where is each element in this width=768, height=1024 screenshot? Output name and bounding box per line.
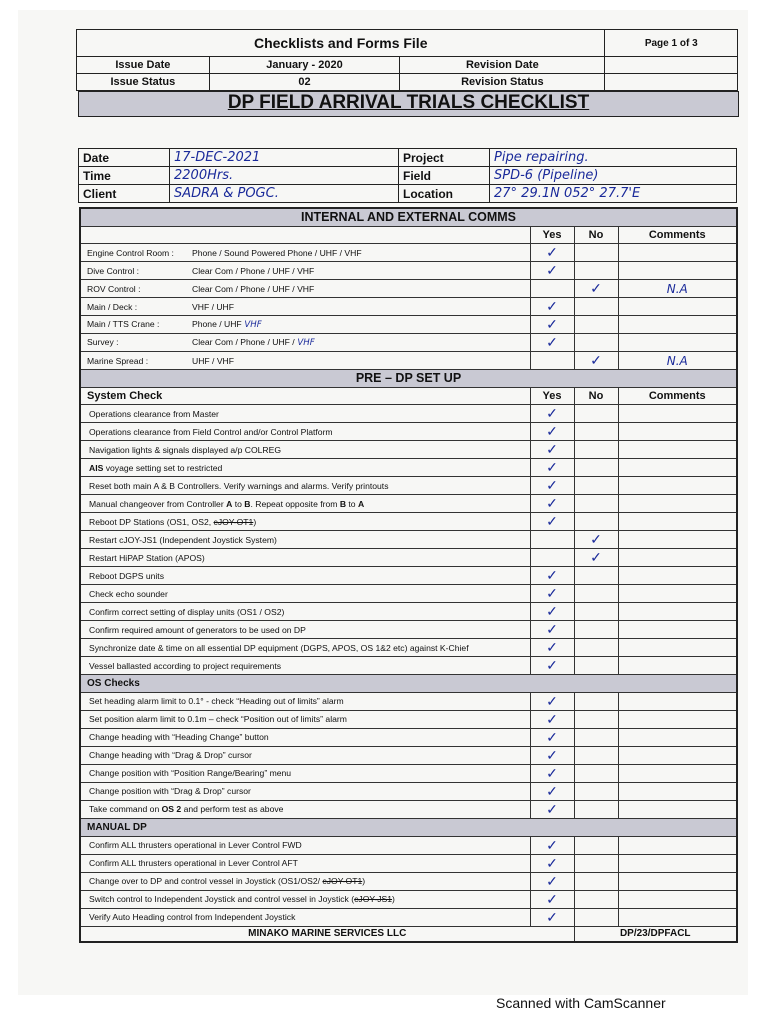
os-check-row-5 — [80, 782, 737, 800]
comment-cell — [618, 710, 737, 728]
date-label: Date — [79, 149, 170, 167]
no-check-cell — [574, 603, 618, 621]
issue-date-label: Issue Date — [77, 57, 210, 74]
comms-row-1 — [80, 262, 737, 280]
setup-item: Synchronize date & time on all essential DP equipment (DGPS, APOS, OS 1&2 etc) against K-Chief — [80, 639, 530, 657]
yes-check-cell: ✓ — [530, 872, 574, 890]
setup-row-4 — [80, 477, 737, 495]
setup-row-9 — [80, 567, 737, 585]
comms-row-0 — [80, 244, 737, 262]
yes-check-cell: ✓ — [530, 477, 574, 495]
issue-date: January - 2020 — [209, 57, 400, 74]
comment-cell — [618, 549, 737, 567]
yes-check-cell: ✓ — [530, 334, 574, 352]
os-check-item: Change position with “Position Range/Bearing” menu — [80, 764, 530, 782]
comms-item-options: UHF / VHF — [192, 355, 235, 366]
project-value: Pipe repairing. — [490, 149, 737, 167]
comment-cell — [618, 639, 737, 657]
no-check-cell — [574, 459, 618, 477]
comms-item-options: Clear Com / Phone / UHF / VHF — [192, 265, 315, 276]
yes-check-cell: ✓ — [530, 639, 574, 657]
no-check-cell — [574, 244, 618, 262]
os-check-item: Take command on OS 2 and perform test as above — [80, 800, 530, 818]
comment-cell — [618, 836, 737, 854]
setup-row-12 — [80, 621, 737, 639]
comment-cell — [618, 441, 737, 459]
comment-cell — [618, 316, 737, 334]
yes-check-cell: ✓ — [530, 603, 574, 621]
yes-check-cell: ✓ — [530, 459, 574, 477]
comms-item-label: Main / TTS Crane : — [87, 319, 160, 330]
time-value: 2200Hrs. — [170, 167, 399, 185]
setup-item: Operations clearance from Field Control and/or Control Platform — [80, 423, 530, 441]
comms-item — [80, 244, 530, 262]
comms-item-label: Engine Control Room : — [87, 247, 174, 258]
yes-check-cell: ✓ — [530, 585, 574, 603]
comms-col-comments: Comments — [618, 226, 737, 244]
yes-check-cell: ✓ — [530, 782, 574, 800]
setup-row-14 — [80, 657, 737, 675]
setup-row-1 — [80, 423, 737, 441]
no-check-cell — [574, 710, 618, 728]
os-check-row-0 — [80, 692, 737, 710]
comms-item-options: Clear Com / Phone / UHF / — [192, 337, 295, 348]
footer-company: MINAKO MARINE SERVICES LLC — [80, 926, 574, 942]
setup-item: Confirm required amount of generators to be used on DP — [80, 621, 530, 639]
no-check-cell — [574, 423, 618, 441]
setup-section-title: PRE – DP SET UP — [80, 370, 737, 388]
comms-row-2 — [80, 280, 737, 298]
comms-item-handwritten: VHF — [294, 338, 315, 349]
comment-cell — [618, 908, 737, 926]
yes-check-cell: ✓ — [530, 908, 574, 926]
yes-check-cell: ✓ — [530, 728, 574, 746]
setup-row-5 — [80, 495, 737, 513]
location-value: 27° 29.1N 052° 27.7'E — [490, 185, 737, 203]
setup-item: AIS voyage setting set to restricted — [80, 459, 530, 477]
comms-item-options: Phone / UHF — [192, 319, 242, 330]
checklist-title: DP FIELD ARRIVAL TRIALS CHECKLIST — [227, 92, 590, 113]
comment-cell — [618, 244, 737, 262]
comment-cell — [618, 585, 737, 603]
no-check-cell — [574, 316, 618, 334]
comment-cell: N.A — [618, 280, 737, 298]
comment-cell — [618, 872, 737, 890]
comment-cell: N.A — [618, 352, 737, 370]
revision-status — [605, 74, 738, 91]
yes-check-cell: ✓ — [530, 836, 574, 854]
comms-item-label: ROV Control : — [87, 283, 141, 294]
comment-cell — [618, 746, 737, 764]
manual-dp-row-2 — [80, 872, 737, 890]
comms-section-title: INTERNAL AND EXTERNAL COMMS — [80, 208, 737, 226]
no-check-cell — [574, 872, 618, 890]
setup-row-2 — [80, 441, 737, 459]
yes-check-cell: ✓ — [530, 244, 574, 262]
os-check-item: Change position with “Drag & Drop” cursor — [80, 782, 530, 800]
comms-row-5 — [80, 334, 737, 352]
comms-item-label: Survey : — [87, 337, 119, 348]
comment-cell — [618, 692, 737, 710]
comms-item-handwritten: VHF — [241, 320, 262, 331]
location-label: Location — [399, 185, 490, 203]
setup-row-0 — [80, 405, 737, 423]
os-check-row-2 — [80, 728, 737, 746]
project-label: Project — [399, 149, 490, 167]
comment-cell — [618, 890, 737, 908]
yes-check-cell: ✓ — [530, 567, 574, 585]
manual-dp-item: Verify Auto Heading control from Independent Joystick — [80, 908, 530, 926]
yes-check-cell — [530, 352, 574, 370]
comment-cell — [618, 477, 737, 495]
no-check-cell — [574, 657, 618, 675]
no-check-cell — [574, 800, 618, 818]
no-check-cell — [574, 262, 618, 280]
yes-check-cell — [530, 549, 574, 567]
setup-item: Operations clearance from Master — [80, 405, 530, 423]
os-check-item: Set heading alarm limit to 0.1° - check “Heading out of limits” alarm — [80, 692, 530, 710]
header-table — [76, 29, 738, 91]
no-check-cell: ✓ — [574, 280, 618, 298]
comms-row-6 — [80, 352, 737, 370]
comment-cell — [618, 495, 737, 513]
setup-item: Navigation lights & signals displayed a/p COLREG — [80, 441, 530, 459]
comms-item — [80, 280, 530, 298]
setup-col-no: No — [574, 387, 618, 405]
yes-check-cell: ✓ — [530, 764, 574, 782]
comment-cell — [618, 423, 737, 441]
setup-row-11 — [80, 603, 737, 621]
manual-dp-item: Confirm ALL thrusters operational in Lever Control FWD — [80, 836, 530, 854]
no-check-cell — [574, 621, 618, 639]
comment-cell — [618, 603, 737, 621]
no-check-cell — [574, 567, 618, 585]
manual-dp-title: MANUAL DP — [80, 818, 737, 836]
manual-dp-item: Confirm ALL thrusters operational in Lever Control AFT — [80, 854, 530, 872]
comms-item-options: Phone / Sound Powered Phone / UHF / VHF — [192, 247, 362, 258]
manual-dp-row-3 — [80, 890, 737, 908]
yes-check-cell — [530, 531, 574, 549]
setup-row-3 — [80, 459, 737, 477]
comms-row-3 — [80, 298, 737, 316]
comms-item-label: Marine Spread : — [87, 355, 149, 366]
comms-col-yes: Yes — [530, 226, 574, 244]
field-label: Field — [399, 167, 490, 185]
no-check-cell — [574, 782, 618, 800]
yes-check-cell: ✓ — [530, 710, 574, 728]
no-check-cell — [574, 585, 618, 603]
os-check-row-6 — [80, 800, 737, 818]
no-check-cell — [574, 495, 618, 513]
os-check-item: Set position alarm limit to 0.1m – check “Position out of limits” alarm — [80, 710, 530, 728]
comment-cell — [618, 764, 737, 782]
setup-row-8 — [80, 549, 737, 567]
issue-status-label: Issue Status — [77, 74, 210, 91]
setup-item: Confirm correct setting of display units (OS1 / OS2) — [80, 603, 530, 621]
setup-item: Restart cJOY-JS1 (Independent Joystick System) — [80, 531, 530, 549]
no-check-cell — [574, 890, 618, 908]
comms-item — [80, 352, 530, 370]
setup-item: Reboot DGPS units — [80, 567, 530, 585]
no-check-cell — [574, 692, 618, 710]
setup-row-7 — [80, 531, 737, 549]
date-value: 17-DEC-2021 — [170, 149, 399, 167]
no-check-cell — [574, 836, 618, 854]
comms-item-label: Main / Deck : — [87, 301, 138, 312]
setup-item: Reset both main A & B Controllers. Verify warnings and alarms. Verify printouts — [80, 477, 530, 495]
comms-item-options: Clear Com / Phone / UHF / VHF — [192, 283, 315, 294]
form-file-title: Checklists and Forms File — [77, 30, 605, 57]
comment-cell — [618, 262, 737, 280]
no-check-cell — [574, 334, 618, 352]
setup-row-13 — [80, 639, 737, 657]
issue-status: 02 — [209, 74, 400, 91]
no-check-cell — [574, 513, 618, 531]
manual-dp-row-0 — [80, 836, 737, 854]
comms-item — [80, 316, 530, 334]
manual-dp-item: Change over to DP and control vessel in Joystick (OS1/OS2/ cJOY-OT1) — [80, 872, 530, 890]
manual-dp-row-4 — [80, 908, 737, 926]
os-checks-title: OS Checks — [80, 675, 737, 693]
no-check-cell — [574, 639, 618, 657]
yes-check-cell: ✓ — [530, 405, 574, 423]
time-label: Time — [79, 167, 170, 185]
comms-header-blank — [80, 226, 530, 244]
comment-cell — [618, 531, 737, 549]
checklist-table — [79, 207, 738, 943]
setup-row-10 — [80, 585, 737, 603]
field-value: SPD-6 (Pipeline) — [490, 167, 737, 185]
setup-col-yes: Yes — [530, 387, 574, 405]
revision-status-label: Revision Status — [400, 74, 605, 91]
yes-check-cell: ✓ — [530, 890, 574, 908]
comment-cell — [618, 298, 737, 316]
yes-check-cell: ✓ — [530, 657, 574, 675]
no-check-cell: ✓ — [574, 531, 618, 549]
comms-item-label: Dive Control : — [87, 265, 140, 276]
yes-check-cell: ✓ — [530, 423, 574, 441]
footer-code: DP/23/DPFACL — [574, 926, 737, 942]
no-check-cell — [574, 405, 618, 423]
os-check-row-3 — [80, 746, 737, 764]
no-check-cell — [574, 298, 618, 316]
comment-cell — [618, 728, 737, 746]
comment-cell — [618, 334, 737, 352]
comms-item — [80, 334, 530, 352]
comment-cell — [618, 567, 737, 585]
yes-check-cell: ✓ — [530, 800, 574, 818]
os-check-item: Change heading with “Heading Change” button — [80, 728, 530, 746]
yes-check-cell: ✓ — [530, 441, 574, 459]
comment-cell — [618, 513, 737, 531]
yes-check-cell: ✓ — [530, 746, 574, 764]
yes-check-cell: ✓ — [530, 513, 574, 531]
no-check-cell: ✓ — [574, 352, 618, 370]
checklist-banner — [78, 91, 739, 117]
revision-date-label: Revision Date — [400, 57, 605, 74]
manual-dp-row-1 — [80, 854, 737, 872]
page-number: Page 1 of 3 — [605, 30, 738, 57]
yes-check-cell: ✓ — [530, 316, 574, 334]
setup-item: Reboot DP Stations (OS1, OS2, cJOY-OT1) — [80, 513, 530, 531]
trip-info-table — [78, 148, 737, 203]
revision-date — [605, 57, 738, 74]
yes-check-cell: ✓ — [530, 495, 574, 513]
comms-item-options: VHF / UHF — [192, 301, 235, 312]
scanner-watermark: Scanned with CamScanner — [496, 995, 666, 1011]
yes-check-cell — [530, 280, 574, 298]
yes-check-cell: ✓ — [530, 262, 574, 280]
no-check-cell — [574, 746, 618, 764]
comms-col-no: No — [574, 226, 618, 244]
comment-cell — [618, 621, 737, 639]
comment-cell — [618, 782, 737, 800]
yes-check-cell: ✓ — [530, 298, 574, 316]
comment-cell — [618, 459, 737, 477]
os-check-row-4 — [80, 764, 737, 782]
comment-cell — [618, 405, 737, 423]
no-check-cell — [574, 477, 618, 495]
os-check-item: Change heading with “Drag & Drop” cursor — [80, 746, 530, 764]
comms-item — [80, 262, 530, 280]
setup-col-system: System Check — [80, 387, 530, 405]
setup-item: Vessel ballasted according to project requirements — [80, 657, 530, 675]
setup-row-6 — [80, 513, 737, 531]
comment-cell — [618, 800, 737, 818]
no-check-cell — [574, 854, 618, 872]
manual-dp-item: Switch control to Independent Joystick and control vessel in Joystick (cJOY-JS1) — [80, 890, 530, 908]
setup-item: Manual changeover from Controller A to B. Repeat opposite from B to A — [80, 495, 530, 513]
comms-item — [80, 298, 530, 316]
no-check-cell: ✓ — [574, 549, 618, 567]
client-value: SADRA & POGC. — [170, 185, 399, 203]
comment-cell — [618, 854, 737, 872]
client-label: Client — [79, 185, 170, 203]
setup-item: Check echo sounder — [80, 585, 530, 603]
os-check-row-1 — [80, 710, 737, 728]
yes-check-cell: ✓ — [530, 621, 574, 639]
no-check-cell — [574, 728, 618, 746]
no-check-cell — [574, 441, 618, 459]
setup-item: Restart HiPAP Station (APOS) — [80, 549, 530, 567]
comment-cell — [618, 657, 737, 675]
setup-col-comments: Comments — [618, 387, 737, 405]
no-check-cell — [574, 764, 618, 782]
yes-check-cell: ✓ — [530, 692, 574, 710]
comms-row-4 — [80, 316, 737, 334]
yes-check-cell: ✓ — [530, 854, 574, 872]
no-check-cell — [574, 908, 618, 926]
